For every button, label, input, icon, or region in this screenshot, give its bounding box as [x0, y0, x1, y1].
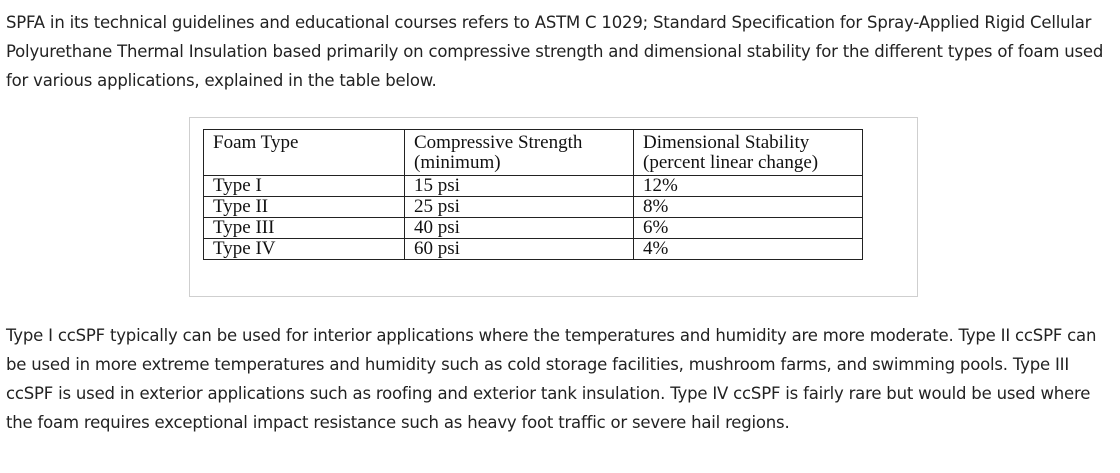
header-dimensional-stability-line2: (percent linear change)	[643, 152, 819, 173]
header-compressive-strength-line1: Compressive Strength	[414, 132, 583, 153]
header-foam-type	[204, 130, 405, 176]
header-foam-type-label: Foam Type	[213, 132, 299, 153]
cell-foam-type: Type III	[204, 218, 405, 239]
cell-dimensional-stability: 6%	[634, 218, 863, 239]
table-row	[204, 176, 863, 197]
cell-foam-type: Type II	[204, 197, 405, 218]
cell-foam-type: Type I	[204, 176, 405, 197]
foam-type-table	[203, 129, 863, 260]
header-compressive-strength-line2: (minimum)	[414, 152, 501, 173]
cell-dimensional-stability: 4%	[634, 239, 863, 260]
table-header-row	[204, 130, 863, 176]
cell-compressive-strength: 15 psi	[405, 176, 634, 197]
cell-compressive-strength: 60 psi	[405, 239, 634, 260]
cell-compressive-strength: 25 psi	[405, 197, 634, 218]
cell-foam-type: Type IV	[204, 239, 405, 260]
cell-dimensional-stability: 8%	[634, 197, 863, 218]
table-row	[204, 239, 863, 260]
intro-paragraph: SPFA in its technical guidelines and educational courses refers to ASTM C 1029; Standard Specification for Spray-Applied Rigid Cellular Polyurethane Thermal Insulation based primarily on compressive strength and dimensional stability for the different types of foam used for various applications, explained in the table below.	[6, 13, 1104, 90]
header-dimensional-stability-line1: Dimensional Stability	[643, 132, 810, 153]
table-row	[204, 218, 863, 239]
table-row	[204, 197, 863, 218]
foam-type-table-image	[189, 117, 918, 297]
cell-dimensional-stability: 12%	[634, 176, 863, 197]
cell-compressive-strength: 40 psi	[405, 218, 634, 239]
header-compressive-strength	[405, 130, 634, 176]
header-dimensional-stability	[634, 130, 863, 176]
closing-paragraph: Type I ccSPF typically can be used for interior applications where the temperatures and humidity are more moderate. Type II ccSPF can be used in more extreme temperatures and humidity such as cold storage facilities, mushroom farms, and swimming pools. Type III ccSPF is used in exterior applications such as roofing and exterior tank insulation. Type IV ccSPF is fairly rare but would be used where the foam requires exceptional impact resistance such as heavy foot traffic or severe hail regions.	[6, 326, 1097, 432]
